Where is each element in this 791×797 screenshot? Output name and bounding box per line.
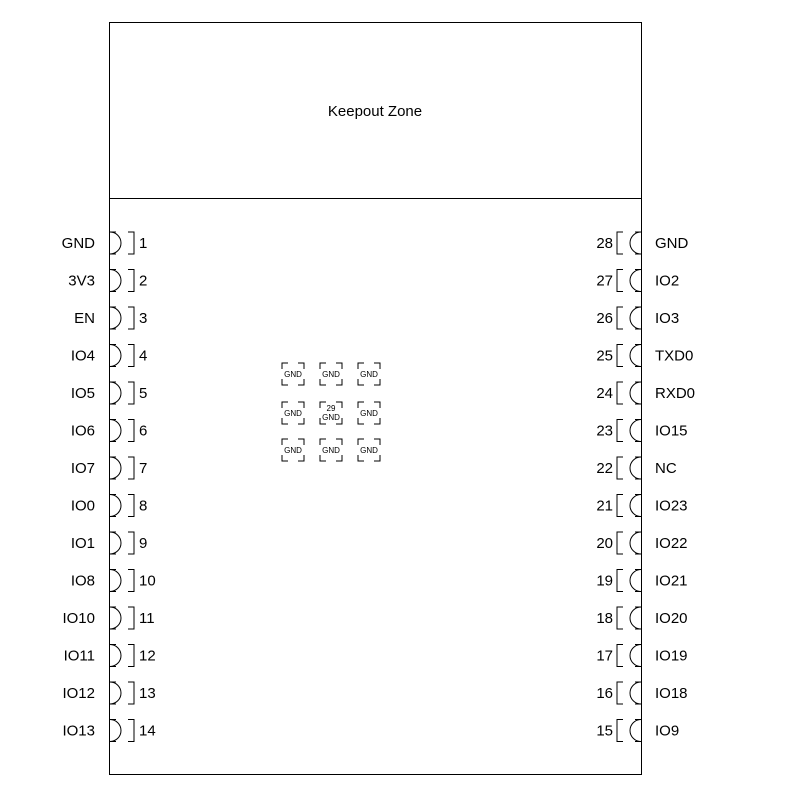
- pin-pad-shape: [110, 232, 134, 254]
- center-gnd-pad: [358, 363, 380, 385]
- pin-name: GND: [61, 235, 95, 252]
- pin-pad-shape: [110, 307, 134, 329]
- pad-number: 29: [326, 404, 336, 413]
- pin-name: IO23: [655, 497, 688, 515]
- right-pin: [596, 270, 679, 292]
- pad-label: GND: [322, 370, 340, 379]
- pin-name: GND: [655, 235, 689, 252]
- pin-pad-shape: [110, 457, 134, 479]
- pin-pad-shape: [110, 720, 134, 742]
- pin-number: 26: [596, 310, 613, 327]
- pin-pad-shape: [617, 645, 641, 667]
- pin-pad-shape: [110, 420, 134, 442]
- pin-pad-shape: [110, 532, 134, 554]
- pin-number: 13: [139, 685, 156, 702]
- pin-name: IO5: [70, 385, 95, 402]
- pin-number: 8: [139, 497, 148, 515]
- center-pad-group: [282, 363, 380, 461]
- pin-number: 9: [139, 535, 148, 552]
- pad-label: GND: [322, 446, 340, 455]
- pin-number: 22: [596, 460, 613, 477]
- pad-label: GND: [284, 446, 302, 455]
- pin-number: 23: [596, 422, 613, 440]
- pin-name: IO20: [655, 610, 688, 627]
- center-gnd-pad: [358, 402, 380, 424]
- pin-number: 2: [139, 272, 148, 290]
- keepout-zone-label: Keepout Zone: [327, 103, 423, 120]
- left-pin: [74, 307, 147, 329]
- center-gnd-pad: [282, 363, 304, 385]
- pin-pad-shape: [110, 682, 134, 704]
- right-pin: [596, 457, 677, 479]
- pin-name: IO21: [655, 572, 688, 590]
- pin-name: NC: [655, 460, 677, 477]
- pad-label: GND: [360, 446, 378, 455]
- pin-number: 21: [596, 497, 613, 515]
- pin-number: 27: [596, 272, 613, 290]
- pad-label: GND: [322, 413, 340, 422]
- right-pin: [596, 232, 688, 254]
- right-pin: [596, 345, 693, 367]
- pin-pad-shape: [617, 382, 641, 404]
- center-gnd-pad: [320, 363, 342, 385]
- pin-number: 4: [139, 347, 148, 365]
- pin-name: IO19: [655, 647, 688, 665]
- pin-name: IO7: [70, 460, 95, 477]
- pin-pad-shape: [617, 607, 641, 629]
- center-gnd-pad: [358, 439, 380, 461]
- pin-name: IO8: [70, 572, 95, 590]
- pin-pad-shape: [617, 420, 641, 442]
- pin-pad-shape: [110, 495, 134, 517]
- pin-group: [62, 232, 695, 742]
- pin-name: IO13: [62, 722, 95, 740]
- pin-number: 20: [596, 535, 613, 552]
- pin-number: 17: [596, 647, 613, 665]
- pad-label: GND: [284, 370, 302, 379]
- pad-label: GND: [360, 370, 378, 379]
- pin-number: 10: [139, 572, 156, 590]
- pin-name: IO2: [655, 272, 680, 290]
- pin-number: 19: [596, 572, 613, 590]
- pin-number: 12: [139, 647, 156, 665]
- pin-pad-shape: [617, 270, 641, 292]
- pin-pad-shape: [617, 457, 641, 479]
- pin-name: IO3: [655, 310, 680, 327]
- right-pin: [596, 307, 679, 329]
- pin-pad-shape: [617, 682, 641, 704]
- center-gnd-pad: [320, 402, 342, 424]
- pin-number: 3: [139, 310, 148, 327]
- pin-name: IO6: [70, 422, 95, 440]
- center-gnd-pad: [282, 439, 304, 461]
- center-gnd-pad: [320, 439, 342, 461]
- pin-name: IO4: [70, 347, 95, 365]
- pin-number: 14: [139, 722, 156, 740]
- pin-name: IO11: [63, 647, 95, 665]
- pin-name: TXD0: [655, 347, 694, 365]
- pin-number: 28: [596, 235, 613, 252]
- pad-label: GND: [360, 409, 378, 418]
- pin-pad-shape: [617, 532, 641, 554]
- pin-number: 24: [596, 385, 613, 402]
- pin-number: 25: [596, 347, 613, 365]
- pin-pad-shape: [110, 570, 134, 592]
- left-pin: [62, 607, 154, 629]
- pin-name: IO0: [70, 497, 95, 515]
- pin-name: IO15: [655, 422, 688, 440]
- pin-name: IO12: [62, 685, 95, 702]
- pin-number: 11: [139, 610, 155, 627]
- left-pin: [71, 570, 156, 592]
- pin-name: IO1: [70, 535, 95, 552]
- module-outline: [110, 23, 642, 775]
- pin-name: IO18: [655, 685, 688, 702]
- pin-name: 3V3: [68, 272, 95, 290]
- pin-number: 15: [596, 722, 613, 740]
- right-pin: [596, 382, 695, 404]
- pin-pad-shape: [617, 307, 641, 329]
- pin-number: 6: [139, 422, 148, 440]
- left-pin: [68, 270, 147, 292]
- pin-name: IO9: [655, 722, 680, 740]
- pad-label: GND: [284, 409, 302, 418]
- pin-number: 5: [139, 385, 148, 402]
- pin-pad-shape: [617, 495, 641, 517]
- pin-pad-shape: [110, 607, 134, 629]
- pin-pad-shape: [110, 270, 134, 292]
- center-gnd-pad: [282, 402, 304, 424]
- pin-number: 18: [596, 610, 613, 627]
- pin-pad-shape: [617, 720, 641, 742]
- pin-name: EN: [74, 310, 95, 327]
- pin-pad-shape: [617, 345, 641, 367]
- pin-pad-shape: [110, 345, 134, 367]
- right-pin: [596, 720, 679, 742]
- pin-number: 1: [139, 235, 148, 252]
- pin-pad-shape: [110, 645, 134, 667]
- pin-number: 16: [596, 685, 613, 702]
- pin-number: 7: [139, 460, 148, 477]
- pin-pad-shape: [617, 570, 641, 592]
- pin-name: RXD0: [655, 385, 696, 402]
- pin-name: IO22: [655, 535, 688, 552]
- left-pin: [62, 232, 148, 254]
- pin-pad-shape: [110, 382, 134, 404]
- pin-pad-shape: [617, 232, 641, 254]
- pin-name: IO10: [62, 610, 95, 627]
